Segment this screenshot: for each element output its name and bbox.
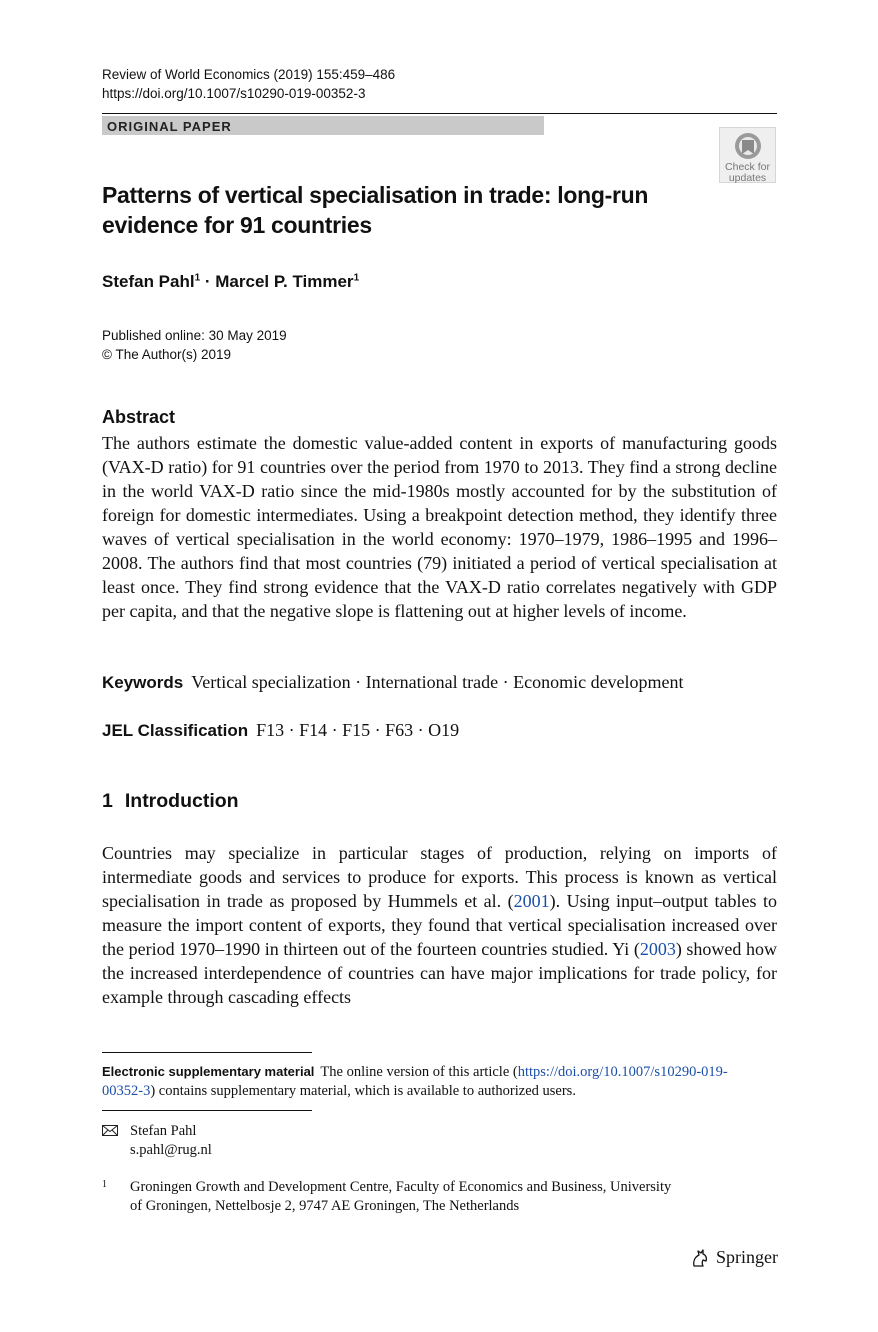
affiliation-line: Groningen Growth and Development Centre, Faculty of Economics and Business, University — [130, 1179, 672, 1195]
supplementary-material-note — [102, 1062, 762, 1101]
author-name[interactable]: Marcel P. Timmer — [215, 272, 354, 291]
affiliation-line: of Groningen, Nettelbosje 2, 9747 AE Groningen, The Netherlands — [130, 1198, 520, 1214]
check-updates-icon — [732, 131, 764, 161]
jel-classification — [102, 720, 459, 741]
section-heading — [102, 790, 239, 813]
journal-citation: Review of World Economics (2019) 155:459–486 — [102, 67, 396, 82]
paragraph-text: ). Using input–output tables to measure the import content of exports, they found that vertical specialisation increased over the period 1970–1990 in thirteen out of the fourteen countries studied. Yi ( — [102, 891, 777, 959]
journal-info — [102, 65, 395, 103]
jel-value: F13 · F14 · F15 · F63 · O19 — [256, 720, 460, 740]
publisher-name: Springer — [716, 1247, 778, 1267]
check-for-updates-badge[interactable] — [719, 127, 776, 183]
introduction-paragraph — [102, 841, 777, 1009]
section-title: Introduction — [124, 790, 239, 812]
corresponding-email[interactable]: s.pahl@rug.nl — [130, 1142, 212, 1158]
check-updates-label-2: updates — [728, 172, 767, 184]
author-list — [102, 272, 359, 292]
journal-doi[interactable]: https://doi.org/10.1007/s10290-019-00352-3 — [102, 86, 366, 101]
abstract-heading: Abstract — [102, 407, 176, 427]
header-rule — [102, 113, 777, 114]
footnote-rule — [102, 1052, 312, 1053]
author-name[interactable]: Stefan Pahl — [102, 272, 195, 291]
publisher-logo — [690, 1247, 778, 1268]
check-updates-label: Check for — [725, 161, 770, 173]
copyright-notice: © The Author(s) 2019 — [102, 347, 232, 362]
affiliation-number: 1 — [102, 1179, 107, 1190]
esm-label: Electronic supplementary material — [102, 1064, 315, 1079]
author-separator: · — [200, 272, 216, 291]
paragraph-text: Countries may specialize in particular stages of production, relying on imports of intermediate goods and services to produce for exports. This process is known as vertical specialisation in trade as proposed by Hummels et al. ( — [102, 843, 777, 911]
footnote-rule — [102, 1110, 312, 1111]
keywords-value: Vertical specialization · International trade · Economic development — [191, 672, 684, 692]
paragraph-text: ) showed how the increased interdependence of countries can have major implications for trade policy, for example through cascading effects — [102, 939, 777, 1007]
esm-text: ) contains supplementary material, which is available to authorized users. — [150, 1083, 576, 1099]
publication-info — [102, 326, 287, 364]
jel-label: JEL Classification — [102, 721, 249, 740]
paper-type-banner: ORIGINAL PAPER — [102, 116, 544, 135]
springer-horse-icon — [690, 1248, 710, 1268]
section-number: 1 — [102, 790, 113, 812]
affiliation-marker: 1 — [353, 272, 360, 284]
keywords — [102, 672, 684, 693]
citation-link[interactable]: 2003 — [639, 939, 676, 959]
envelope-icon — [102, 1125, 118, 1136]
corresponding-name: Stefan Pahl — [130, 1123, 197, 1139]
published-date: Published online: 30 May 2019 — [102, 328, 287, 343]
keywords-label: Keywords — [102, 673, 184, 692]
affiliation-marker: 1 — [194, 272, 201, 284]
esm-doi-link[interactable]: https://doi.org/10.1007/s10290-019-00352-3 — [102, 1064, 728, 1099]
esm-text: The online version of this article ( — [320, 1064, 518, 1080]
citation-link[interactable]: 2001 — [513, 891, 550, 911]
title-line-2: evidence for 91 countries — [102, 212, 372, 238]
title-line-1: Patterns of vertical specialisation in trade: long-run — [102, 182, 649, 208]
article-title — [102, 180, 702, 240]
abstract-text: The authors estimate the domestic value-added content in exports of manufacturing goods (VAX-D ratio) for 91 countries over the period from 1970 to 2013. They find a strong decline in the world VAX-D ratio since the mid-1980s mostly accounted for by the substitution of foreign for domestic intermediates. Using a breakpoint detection method, they identify three waves of vertical specialisation in the world economy: 1970–1979, 1986–1995 and 1996–2008. The authors find that most countries (79) initiated a period of vertical specialisation at least once. They find strong evidence that the VAX-D ratio correlates negatively with GDP per capita, and that the negative slope is flattening out at higher levels of income. — [102, 433, 777, 621]
